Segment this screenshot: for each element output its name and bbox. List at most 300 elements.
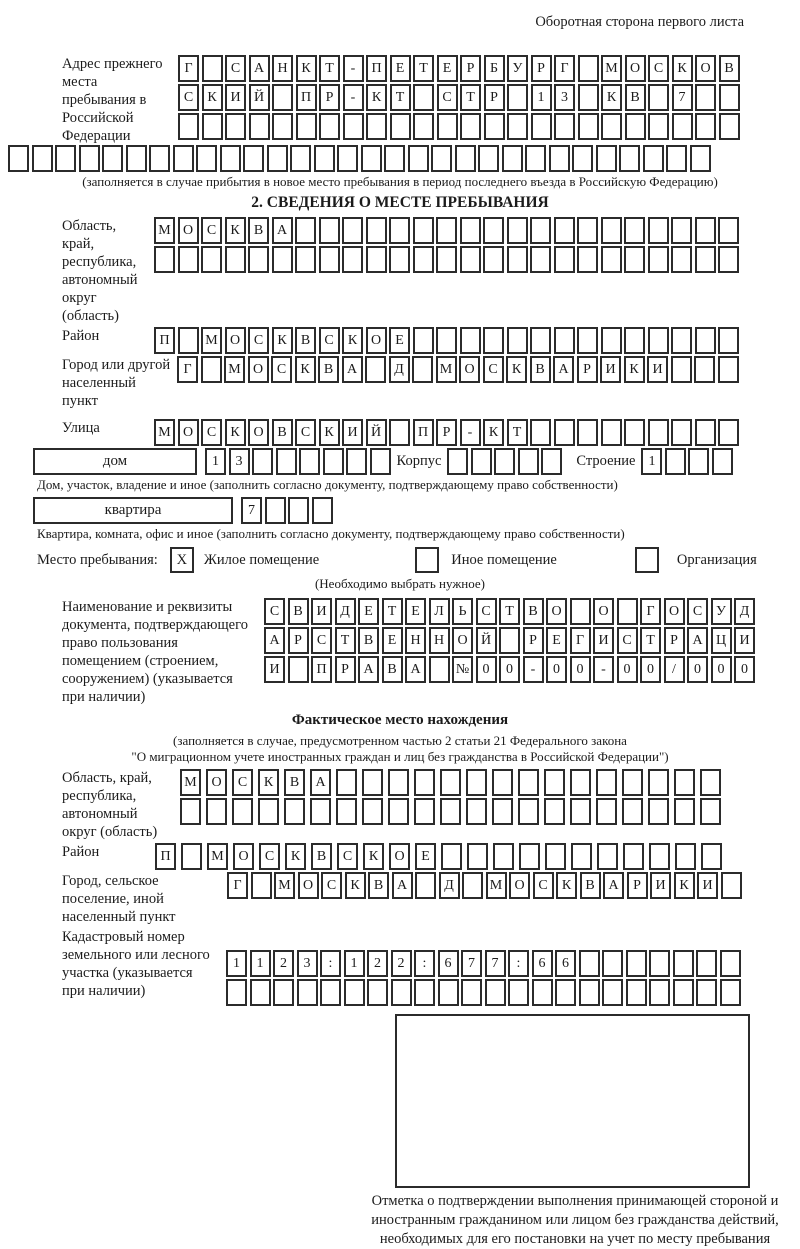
char-box: 1	[641, 448, 662, 475]
char-box: И	[311, 598, 332, 625]
char-box	[578, 84, 599, 111]
char-box	[267, 145, 288, 172]
char-box	[483, 327, 504, 354]
char-box: 0	[499, 656, 520, 683]
fact-raion-block	[62, 843, 800, 872]
char-box	[532, 979, 553, 1006]
fact-oblast-rows	[180, 769, 721, 827]
char-box: В	[248, 217, 269, 244]
char-box: П	[296, 84, 317, 111]
char-box	[507, 217, 528, 244]
char-box	[665, 448, 686, 475]
char-box	[596, 145, 617, 172]
char-box	[447, 448, 468, 475]
char-box	[276, 448, 297, 475]
form-row-oblast-1	[154, 217, 739, 244]
oblast-rows	[154, 217, 739, 275]
char-box: В	[272, 419, 293, 446]
char-box: Д	[734, 598, 755, 625]
char-box: Г	[177, 356, 198, 383]
char-box	[531, 113, 552, 140]
char-box: Т	[335, 627, 356, 654]
char-box	[181, 843, 202, 870]
char-box	[530, 419, 551, 446]
char-box	[440, 798, 461, 825]
place-type-label: Место пребывания:	[37, 551, 158, 568]
char-box: -	[343, 84, 364, 111]
char-box: Д	[439, 872, 460, 899]
char-box: -	[460, 419, 481, 446]
char-box: 0	[546, 656, 567, 683]
kvartira-row	[33, 497, 800, 524]
char-box	[344, 979, 365, 1006]
char-box: И	[650, 872, 671, 899]
char-box	[412, 356, 433, 383]
char-box	[577, 419, 598, 446]
char-box	[388, 798, 409, 825]
char-box	[201, 246, 222, 273]
char-box	[674, 798, 695, 825]
form-row-prev-address-4	[8, 145, 800, 172]
char-box	[671, 217, 692, 244]
char-box	[252, 448, 273, 475]
char-box: О	[248, 356, 269, 383]
char-box	[126, 145, 147, 172]
char-box	[290, 145, 311, 172]
char-box: Н	[405, 627, 426, 654]
char-box: Н	[429, 627, 450, 654]
char-box: Г	[554, 55, 575, 82]
char-box	[624, 217, 645, 244]
char-box	[367, 979, 388, 1006]
char-box: О	[664, 598, 685, 625]
form-row-stroenie	[641, 448, 733, 475]
char-box: Л	[429, 598, 450, 625]
char-box: Е	[415, 843, 436, 870]
dom-caption: Дом, участок, владение и иное (заполнить согласно документу, подтверждающему право собственности)	[37, 477, 618, 492]
char-box: Р	[577, 356, 598, 383]
char-box: К	[506, 356, 527, 383]
form-row-kadastr-1	[226, 950, 741, 977]
char-box	[342, 217, 363, 244]
char-box: В	[625, 84, 646, 111]
char-box	[602, 950, 623, 977]
char-box	[440, 769, 461, 796]
char-box: С	[617, 627, 638, 654]
char-box	[413, 84, 434, 111]
char-box	[601, 113, 622, 140]
char-box	[671, 419, 692, 446]
char-box	[461, 979, 482, 1006]
char-box	[673, 950, 694, 977]
char-box	[312, 497, 333, 524]
previous-address-rows	[178, 55, 740, 142]
char-box	[178, 246, 199, 273]
char-box: Р	[460, 55, 481, 82]
fact-oblast-label: Область, край, республика, автономный округ (область)	[62, 770, 158, 840]
char-box: Т	[499, 598, 520, 625]
char-box: Ц	[711, 627, 732, 654]
char-box: О	[233, 843, 254, 870]
char-box	[265, 497, 286, 524]
char-box: 1	[344, 950, 365, 977]
char-box: А	[264, 627, 285, 654]
place-type-row	[37, 547, 800, 573]
char-box: 2	[273, 950, 294, 977]
char-box: 0	[711, 656, 732, 683]
char-box: /	[664, 656, 685, 683]
char-box	[438, 979, 459, 1006]
char-box: Е	[390, 55, 411, 82]
char-box: Е	[389, 327, 410, 354]
char-box	[507, 246, 528, 273]
char-box	[572, 145, 593, 172]
char-box	[622, 798, 643, 825]
char-box	[408, 145, 429, 172]
char-box: Г	[178, 55, 199, 82]
document-rows	[264, 598, 755, 685]
char-box	[570, 798, 591, 825]
char-box: В	[288, 598, 309, 625]
char-box: В	[530, 356, 551, 383]
char-box	[624, 327, 645, 354]
char-box: Е	[405, 598, 426, 625]
char-box: К	[672, 55, 693, 82]
char-box: 7	[461, 950, 482, 977]
char-box	[365, 356, 386, 383]
char-box	[525, 145, 546, 172]
oblast-label: Область, край, республика, автономный округ (область)	[62, 218, 138, 324]
char-box: И	[734, 627, 755, 654]
prev-address-caption: (заполняется в случае прибытия в новое место пребывания в период последнего въезда в Российскую Федерацию)	[82, 174, 718, 189]
char-box: Д	[389, 356, 410, 383]
char-box	[648, 217, 669, 244]
char-box: В	[368, 872, 389, 899]
char-box	[319, 113, 340, 140]
char-box: К	[258, 769, 279, 796]
char-box	[384, 145, 405, 172]
char-box: А	[342, 356, 363, 383]
char-box	[272, 113, 293, 140]
char-box	[530, 217, 551, 244]
char-box	[220, 145, 241, 172]
char-box	[173, 145, 194, 172]
char-box	[712, 448, 733, 475]
char-box: О	[298, 872, 319, 899]
char-box: Р	[288, 627, 309, 654]
char-box: 0	[640, 656, 661, 683]
checkbox-org	[635, 547, 659, 573]
form-row-ulitsa	[154, 419, 739, 446]
checkbox-org-label: Организация	[676, 551, 757, 568]
fact-caption-line2: "О миграционном учете иностранных граждан и лиц без гражданства в Российской Федерации")	[131, 749, 669, 764]
char-box: №	[452, 656, 473, 683]
fact-oblast-block	[62, 769, 800, 841]
char-box: 3	[554, 84, 575, 111]
char-box	[414, 769, 435, 796]
char-box: К	[483, 419, 504, 446]
char-box	[718, 356, 739, 383]
char-box	[343, 113, 364, 140]
char-box	[674, 769, 695, 796]
char-box	[484, 113, 505, 140]
char-box: М	[207, 843, 228, 870]
char-box	[617, 598, 638, 625]
char-box: О	[178, 419, 199, 446]
char-box: 6	[532, 950, 553, 977]
fact-caption-line1: (заполняется в случае, предусмотренном частью 2 статьи 21 Федерального закона	[173, 733, 627, 748]
char-box	[570, 769, 591, 796]
char-box	[648, 327, 669, 354]
char-box	[719, 113, 740, 140]
char-box: С	[225, 55, 246, 82]
char-box: Т	[460, 84, 481, 111]
char-box: К	[363, 843, 384, 870]
char-box: М	[201, 327, 222, 354]
char-box	[436, 217, 457, 244]
form-row-fact-oblast-1	[180, 769, 721, 796]
form-row-kadastr-2	[226, 979, 741, 1006]
dom-row	[33, 448, 800, 475]
char-box	[243, 145, 264, 172]
char-box: С	[648, 55, 669, 82]
char-box	[149, 145, 170, 172]
form-row-fact-raion	[155, 843, 722, 870]
char-box	[648, 84, 669, 111]
char-box	[625, 113, 646, 140]
char-box	[673, 979, 694, 1006]
char-box: О	[509, 872, 530, 899]
char-box	[700, 769, 721, 796]
char-box: 7	[672, 84, 693, 111]
char-box	[460, 217, 481, 244]
char-box: М	[180, 769, 201, 796]
char-box	[391, 979, 412, 1006]
char-box: Б	[484, 55, 505, 82]
char-box	[700, 798, 721, 825]
form-row-kvartira-number	[241, 497, 333, 524]
char-box: В	[580, 872, 601, 899]
form-row-raion	[154, 327, 739, 354]
char-box: К	[556, 872, 577, 899]
char-box: А	[392, 872, 413, 899]
char-box: 0	[734, 656, 755, 683]
char-box	[466, 769, 487, 796]
char-box: Е	[382, 627, 403, 654]
ulitsa-label: Улица	[62, 420, 100, 436]
char-box: В	[358, 627, 379, 654]
char-box	[413, 327, 434, 354]
form-row-document-3	[264, 656, 755, 683]
char-box	[299, 448, 320, 475]
char-box	[483, 217, 504, 244]
char-box	[519, 843, 540, 870]
char-box: 7	[241, 497, 262, 524]
kadastr-label: Кадастровый номер земельного или лесного участка (указывается при наличии)	[62, 929, 210, 999]
char-box	[601, 327, 622, 354]
char-box	[596, 798, 617, 825]
char-box	[554, 419, 575, 446]
char-box	[518, 769, 539, 796]
previous-address-label: Адрес прежнего места пребывания в Российской Федерации	[62, 56, 163, 144]
char-box	[32, 145, 53, 172]
char-box	[460, 246, 481, 273]
char-box: М	[274, 872, 295, 899]
char-box	[297, 979, 318, 1006]
char-box: 2	[391, 950, 412, 977]
char-box: -	[343, 55, 364, 82]
raion-label: Район	[62, 328, 100, 344]
char-box: Р	[664, 627, 685, 654]
char-box	[597, 843, 618, 870]
char-box: О	[459, 356, 480, 383]
char-box: П	[311, 656, 332, 683]
char-box	[201, 356, 222, 383]
char-box	[284, 798, 305, 825]
char-box	[366, 246, 387, 273]
form-row-korpus	[447, 448, 562, 475]
char-box	[643, 145, 664, 172]
char-box: А	[553, 356, 574, 383]
char-box	[577, 217, 598, 244]
form-row-document-2	[264, 627, 755, 654]
char-box: -	[523, 656, 544, 683]
char-box: С	[264, 598, 285, 625]
char-box: М	[436, 356, 457, 383]
char-box	[8, 145, 29, 172]
char-box	[310, 798, 331, 825]
char-box	[250, 979, 271, 1006]
char-box: М	[601, 55, 622, 82]
char-box	[388, 769, 409, 796]
char-box	[180, 798, 201, 825]
char-box	[272, 246, 293, 273]
kvartira-caption: Квартира, комната, офис и иное (заполнить согласно документу, подтверждающему право собственности)	[37, 526, 625, 541]
char-box	[619, 145, 640, 172]
char-box	[226, 979, 247, 1006]
char-box: К	[295, 356, 316, 383]
char-box: У	[711, 598, 732, 625]
form-row-fact-gorod	[227, 872, 742, 899]
char-box: К	[624, 356, 645, 383]
char-box: К	[345, 872, 366, 899]
char-box: С	[201, 217, 222, 244]
char-box: А	[249, 55, 270, 82]
dom-named-box: дом	[33, 448, 197, 475]
char-box: О	[178, 217, 199, 244]
char-box	[414, 798, 435, 825]
char-box	[721, 872, 742, 899]
confirmation-stamp-caption: Отметка о подтверждении выполнения принимающей стороной и иностранным гражданином или лицом без гражданства действий, необходимых для его постановки на учет по месту пребывания	[371, 1193, 779, 1247]
char-box	[718, 419, 739, 446]
char-box: Р	[484, 84, 505, 111]
char-box	[319, 246, 340, 273]
char-box	[366, 217, 387, 244]
form-row-dom-number	[205, 448, 391, 475]
form-row-prev-address-3	[178, 113, 740, 140]
char-box: 3	[297, 950, 318, 977]
char-box	[671, 246, 692, 273]
char-box: О	[225, 327, 246, 354]
char-box	[494, 448, 515, 475]
char-box	[601, 217, 622, 244]
char-box: 0	[570, 656, 591, 683]
char-box: 1	[205, 448, 226, 475]
char-box	[390, 113, 411, 140]
char-box	[249, 113, 270, 140]
char-box	[389, 419, 410, 446]
char-box	[79, 145, 100, 172]
char-box	[718, 217, 739, 244]
char-box	[55, 145, 76, 172]
char-box	[441, 843, 462, 870]
checkbox-zhiloe-label: Жилое помещение	[203, 551, 320, 568]
char-box: О	[206, 769, 227, 796]
char-box	[648, 769, 669, 796]
char-box	[225, 246, 246, 273]
char-box: О	[366, 327, 387, 354]
char-box	[544, 798, 565, 825]
char-box	[492, 769, 513, 796]
char-box	[649, 950, 670, 977]
char-box: К	[225, 217, 246, 244]
char-box: Е	[437, 55, 458, 82]
char-box: :	[508, 950, 529, 977]
char-box: Р	[335, 656, 356, 683]
char-box: К	[319, 419, 340, 446]
char-box	[579, 950, 600, 977]
char-box	[413, 113, 434, 140]
char-box: Г	[227, 872, 248, 899]
page-side-note: Оборотная сторона первого листа	[535, 14, 744, 30]
gorod-label: Город или другой населенный пункт	[62, 357, 171, 409]
char-box	[342, 246, 363, 273]
char-box: Й	[476, 627, 497, 654]
char-box: Ь	[452, 598, 473, 625]
char-box	[483, 246, 504, 273]
stroenie-label: Строение	[576, 453, 636, 469]
char-box	[579, 979, 600, 1006]
char-box: О	[593, 598, 614, 625]
char-box: :	[320, 950, 341, 977]
char-box	[337, 145, 358, 172]
korpus-label: Корпус	[396, 453, 442, 469]
char-box: К	[202, 84, 223, 111]
char-box	[436, 246, 457, 273]
char-box	[319, 217, 340, 244]
char-box	[295, 217, 316, 244]
char-box: К	[674, 872, 695, 899]
char-box: В	[311, 843, 332, 870]
char-box	[258, 798, 279, 825]
char-box: С	[201, 419, 222, 446]
form-row-document-1	[264, 598, 755, 625]
char-box	[413, 246, 434, 273]
char-box	[460, 327, 481, 354]
char-box	[671, 327, 692, 354]
char-box	[648, 419, 669, 446]
char-box	[545, 843, 566, 870]
oblast-block	[62, 217, 800, 325]
char-box: 2	[367, 950, 388, 977]
char-box	[544, 769, 565, 796]
char-box: А	[310, 769, 331, 796]
char-box	[196, 145, 217, 172]
char-box: С	[319, 327, 340, 354]
char-box: О	[248, 419, 269, 446]
document-label: Наименование и реквизиты документа, подтверждающего право пользования помещением (строением, сооружением) (указывается при наличии)	[62, 599, 248, 705]
char-box: М	[486, 872, 507, 899]
